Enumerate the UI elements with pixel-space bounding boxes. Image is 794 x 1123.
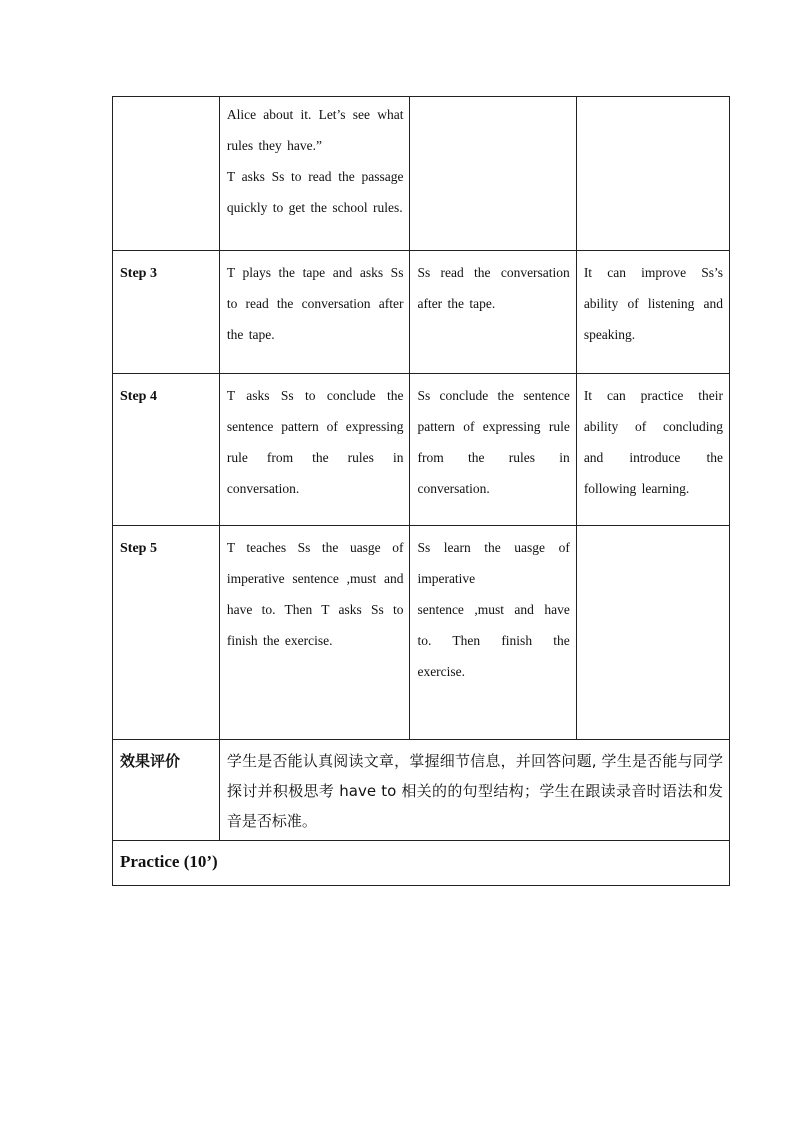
- evaluation-label-cell: [113, 740, 220, 841]
- table-row-step-2-continued: [113, 97, 730, 251]
- table-row-evaluation: [113, 740, 730, 841]
- step-label: Step 5: [120, 541, 157, 556]
- student-activity-cell: [410, 97, 576, 251]
- teacher-activity-text: T plays the tape and asks Ss to read the conversation after the tape.: [226, 265, 404, 342]
- teacher-activity-cell: [219, 97, 410, 251]
- table-row-step-4: [113, 374, 730, 526]
- student-activity-cell: [410, 526, 576, 740]
- step-label-cell: [113, 251, 220, 374]
- table-row-section-heading: [113, 841, 730, 886]
- student-activity-cell: [410, 251, 576, 374]
- evaluation-label: 效果评价: [120, 752, 181, 770]
- step-label: Step 3: [120, 266, 157, 281]
- purpose-cell: [576, 251, 729, 374]
- teacher-activity-cell: [219, 374, 410, 526]
- step-label-cell: [113, 374, 220, 526]
- table-row-step-3: [113, 251, 730, 374]
- purpose-cell: [576, 97, 729, 251]
- teacher-activity-text: T asks Ss to conclude the sentence pattern of expressing rule from the rules in conversation.: [226, 388, 404, 496]
- evaluation-text: 学生是否能认真阅读文章，掌握细节信息，并回答问题, 学生是否能与同学探讨并积极思考 have to 相关的的句型结构；学生在跟读录音时语法和发音是否标准。: [226, 752, 723, 830]
- purpose-cell: [576, 526, 729, 740]
- step-label: Step 4: [120, 389, 157, 404]
- evaluation-text-cell: [219, 740, 729, 841]
- student-activity-text: Ss learn the uasge of imperative sentence ,must and have to. Then finish the exercise.: [417, 540, 570, 679]
- teacher-activity-cell: [219, 526, 410, 740]
- teacher-activity-cell: [219, 251, 410, 374]
- teacher-activity-text: T teaches Ss the uasge of imperative sentence ,must and have to. Then T asks Ss to finish the exercise.: [226, 540, 404, 648]
- teacher-activity-text: Alice about it. Let’s see what rules they have.” T asks Ss to read the passage quickly to get the school rules.: [226, 107, 404, 215]
- section-title: Practice (10’): [120, 852, 218, 871]
- student-activity-text: Ss read the conversation after the tape.: [417, 265, 570, 311]
- student-activity-text: Ss conclude the sentence pattern of expressing rule from the rules in conversation.: [417, 388, 570, 496]
- lesson-plan-table: [112, 96, 730, 886]
- purpose-text: It can practice their ability of concluding and introduce the following learning.: [583, 388, 723, 496]
- purpose-text: It can improve Ss’s ability of listening and speaking.: [583, 265, 723, 342]
- student-activity-cell: [410, 374, 576, 526]
- table-row-step-5: [113, 526, 730, 740]
- step-label-cell: [113, 526, 220, 740]
- purpose-cell: [576, 374, 729, 526]
- section-heading-cell: [113, 841, 730, 886]
- step-label-cell: [113, 97, 220, 251]
